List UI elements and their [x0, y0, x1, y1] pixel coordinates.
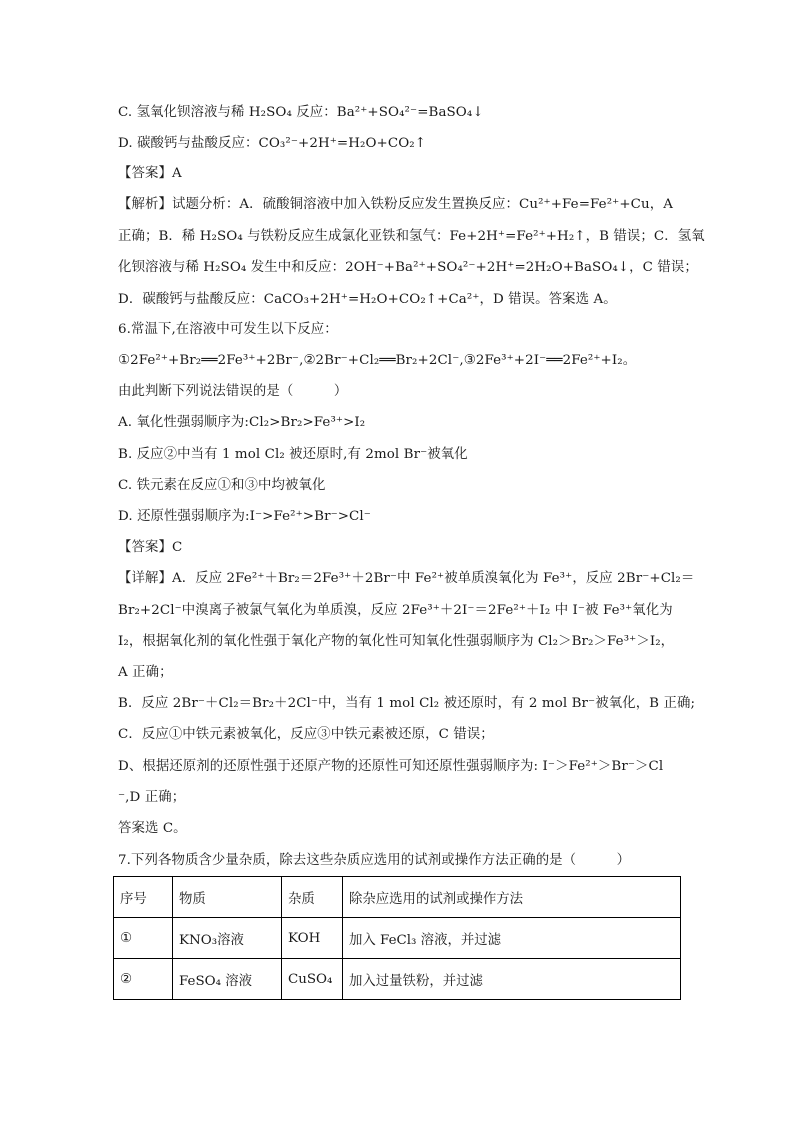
- question-6-option-b: B. 反应②中当有 1 mol Cl₂ 被还原时,有 2mol Br⁻被氧化: [118, 447, 468, 462]
- table-header-cell: 除杂应选用的试剂或操作方法: [343, 877, 681, 918]
- table-header-cell: 物质: [173, 877, 282, 918]
- explanation-line: B．反应 2Br⁻＋Cl₂＝Br₂＋2Cl⁻中，当有 1 mol Cl₂ 被还原时，有 2 mol Br⁻被氧化，B 正确;: [118, 696, 696, 711]
- question-6-option-d: D. 还原性强弱顺序为:I⁻>Fe²⁺>Br⁻>Cl⁻: [118, 509, 371, 524]
- analysis-line: 【解析】试题分析：A．硫酸铜溶液中加入铁粉反应发生置换反应：Cu²⁺+Fe=Fe²⁺+Cu，A: [118, 197, 673, 212]
- table-cell: KNO₃溶液: [173, 918, 282, 959]
- explanation-line: ⁻,D 正确；: [118, 790, 186, 805]
- question-6-option-a: A. 氧化性强弱顺序为:Cl₂>Br₂>Fe³⁺>I₂: [118, 415, 366, 430]
- analysis-line: D．碳酸钙与盐酸反应：CaCO₃+2H⁺=H₂O+CO₂↑+Ca²⁺，D 错误。答案选 A。: [118, 292, 617, 307]
- impurity-table: [113, 876, 681, 1000]
- explanation-line: C．反应①中铁元素被氧化，反应③中铁元素被还原，C 错误；: [118, 727, 494, 742]
- table-row: [114, 918, 681, 959]
- question-6-stem: 6.常温下,在溶液中可发生以下反应：: [118, 322, 338, 337]
- answer-label: 【答案】A: [118, 166, 182, 181]
- table-cell: KOH: [282, 918, 343, 959]
- analysis-line: 化钡溶液与稀 H₂SO₄ 发生中和反应：2OH⁻+Ba²⁺+SO₄²⁻+2H⁺=2H₂O+BaSO₄↓，C 错误；: [118, 260, 698, 275]
- option-c-line: C. 氢氧化钡溶液与稀 H₂SO₄ 反应：Ba²⁺+SO₄²⁻=BaSO₄↓: [118, 105, 484, 120]
- table-header-row: [114, 877, 681, 918]
- answer-conclusion: 答案选 C。: [118, 821, 187, 836]
- explanation-line: A 正确；: [118, 665, 173, 680]
- table-header-cell: 序号: [114, 877, 173, 918]
- question-6-option-c: C. 铁元素在反应①和③中均被氧化: [118, 478, 326, 493]
- answer-label: 【答案】C: [118, 540, 183, 555]
- explanation-line: I₂，根据氧化剂的氧化性强于氧化产物的氧化性可知氧化性强弱顺序为 Cl₂＞Br₂＞Fe³⁺＞I₂，: [118, 634, 675, 649]
- table-cell: 加入 FeCl₃ 溶液，并过滤: [343, 918, 681, 959]
- question-6-reactions: ①2Fe²⁺+Br₂══2Fe³⁺+2Br⁻,②2Br⁻+Cl₂══Br₂+2Cl⁻,③2Fe³⁺+2I⁻══2Fe²⁺+I₂。: [118, 353, 637, 368]
- explanation-line: D、根据还原剂的还原性强于还原产物的还原性可知还原性强弱顺序为: I⁻＞Fe²⁺＞Br⁻＞Cl: [118, 759, 664, 774]
- table-cell: 加入过量铁粉，并过滤: [343, 959, 681, 1000]
- explanation-line: Br₂+2Cl⁻中溴离子被氯气氧化为单质溴，反应 2Fe³⁺＋2I⁻＝2Fe²⁺＋I₂ 中 I⁻被 Fe³⁺氧化为: [118, 603, 673, 618]
- question-7-stem: 7.下列各物质含少量杂质，除去这些杂质应选用的试剂或操作方法正确的是（ ）: [118, 853, 631, 868]
- table-cell: FeSO₄ 溶液: [173, 959, 282, 1000]
- question-6-prompt: 由此判断下列说法错误的是（ ）: [118, 384, 348, 399]
- analysis-line: 正确；B．稀 H₂SO₄ 与铁粉反应生成氯化亚铁和氢气：Fe+2H⁺=Fe²⁺+H₂↑，B 错误；C．氢氧: [118, 229, 705, 244]
- option-d-line: D. 碳酸钙与盐酸反应：CO₃²⁻+2H⁺=H₂O+CO₂↑: [118, 136, 427, 151]
- table-header-cell: 杂质: [282, 877, 343, 918]
- table-cell: ②: [114, 959, 173, 1000]
- table-cell: ①: [114, 918, 173, 959]
- table-cell: CuSO₄: [282, 959, 343, 1000]
- explanation-line: 【详解】A．反应 2Fe²⁺＋Br₂＝2Fe³⁺＋2Br⁻中 Fe²⁺被单质溴氧化为 Fe³⁺，反应 2Br⁻+Cl₂＝: [118, 571, 695, 586]
- table-row: [114, 959, 681, 1000]
